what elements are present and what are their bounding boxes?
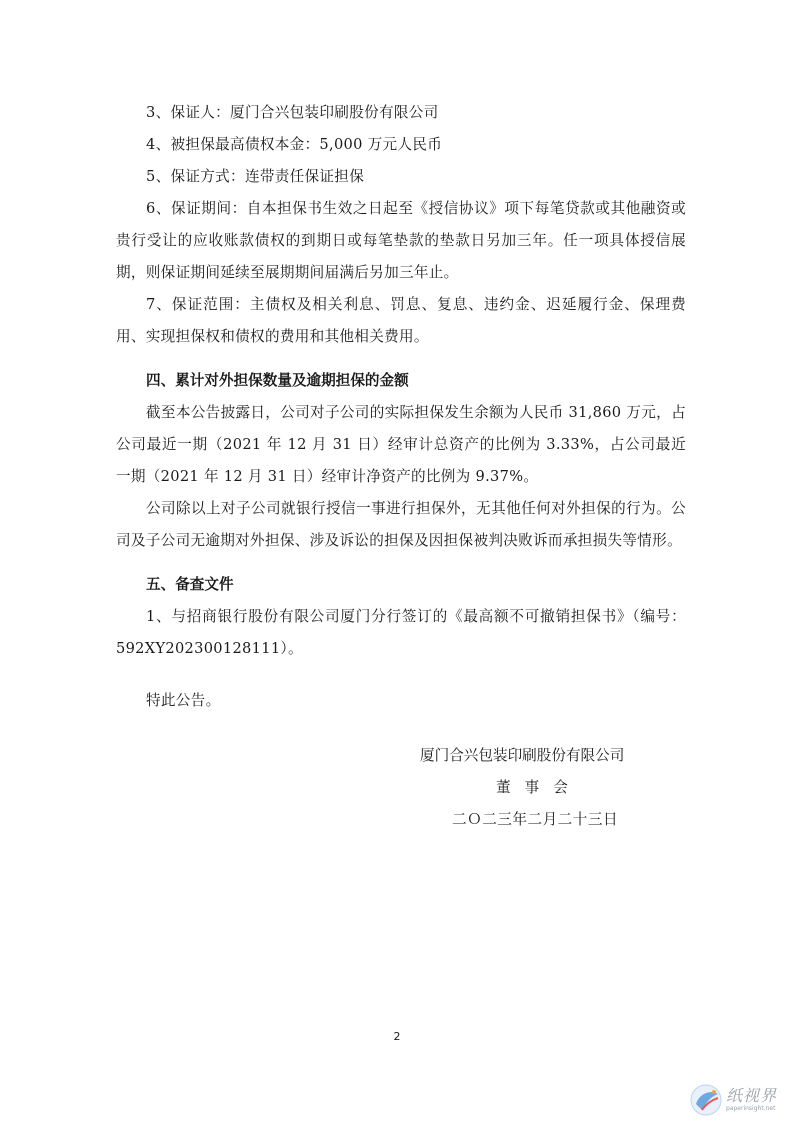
guarantee-method-item: 5、保证方式：连带责任保证担保	[146, 168, 365, 185]
watermark-cn: 纸视界	[726, 1086, 778, 1105]
watermark-logo-icon	[688, 1082, 724, 1118]
section-4-heading: 四、累计对外担保数量及逾期担保的金额	[146, 372, 409, 389]
document-body	[116, 97, 686, 717]
page-number: 2	[393, 1030, 401, 1043]
guarantee-period-item: 6、保证期间：自本担保书生效之日起至《授信协议》项下每笔贷款或其他融资或贵行受让的应收账款债权的到期日或每笔垫款的垫款日另加三年。任一项具体授信展期，则保证期间延续至展期期间届满后另加三年止。	[116, 200, 686, 281]
signature-block	[420, 740, 660, 836]
guarantor-item: 3、保证人：厦门合兴包装印刷股份有限公司	[146, 104, 439, 121]
signature-board: 董事会	[496, 779, 582, 796]
watermark	[688, 1082, 788, 1118]
signature-company: 厦门合兴包装印刷股份有限公司	[420, 747, 625, 764]
section-5-paragraph-1: 1、与招商银行股份有限公司厦门分行签订的《最高额不可撤销担保书》（编号：592XY202300128111）。	[116, 608, 686, 657]
watermark-text	[726, 1087, 777, 1113]
signature-date: 二Ｏ二三年二月二十三日	[452, 811, 619, 828]
section-4-paragraph-1: 截至本公告披露日，公司对子公司的实际担保发生余额为人民币 31,860 万元，占公司最近一期（2021 年 12 月 31 日）经审计总资产的比例为 3.33%，占公司最近一期（2021 年 12 月 31 日）经审计净资产的比例为 9.37%。	[116, 404, 686, 485]
section-5-heading: 五、备查文件	[146, 576, 234, 593]
closing-text: 特此公告。	[146, 692, 221, 709]
max-principal-item: 4、被担保最高债权本金：5,000 万元人民币	[146, 136, 443, 153]
guarantee-scope-item: 7、保证范围：主债权及相关利息、罚息、复息、违约金、迟延履行金、保理费用、实现担保权和债权的费用和其他相关费用。	[116, 296, 686, 345]
section-4-paragraph-2: 公司除以上对子公司就银行授信一事进行担保外，无其他任何对外担保的行为。公司及子公司无逾期对外担保、涉及诉讼的担保及因担保被判决败诉而承担损失等情形。	[116, 500, 686, 549]
watermark-en: paperinsight.net	[726, 1105, 776, 1112]
